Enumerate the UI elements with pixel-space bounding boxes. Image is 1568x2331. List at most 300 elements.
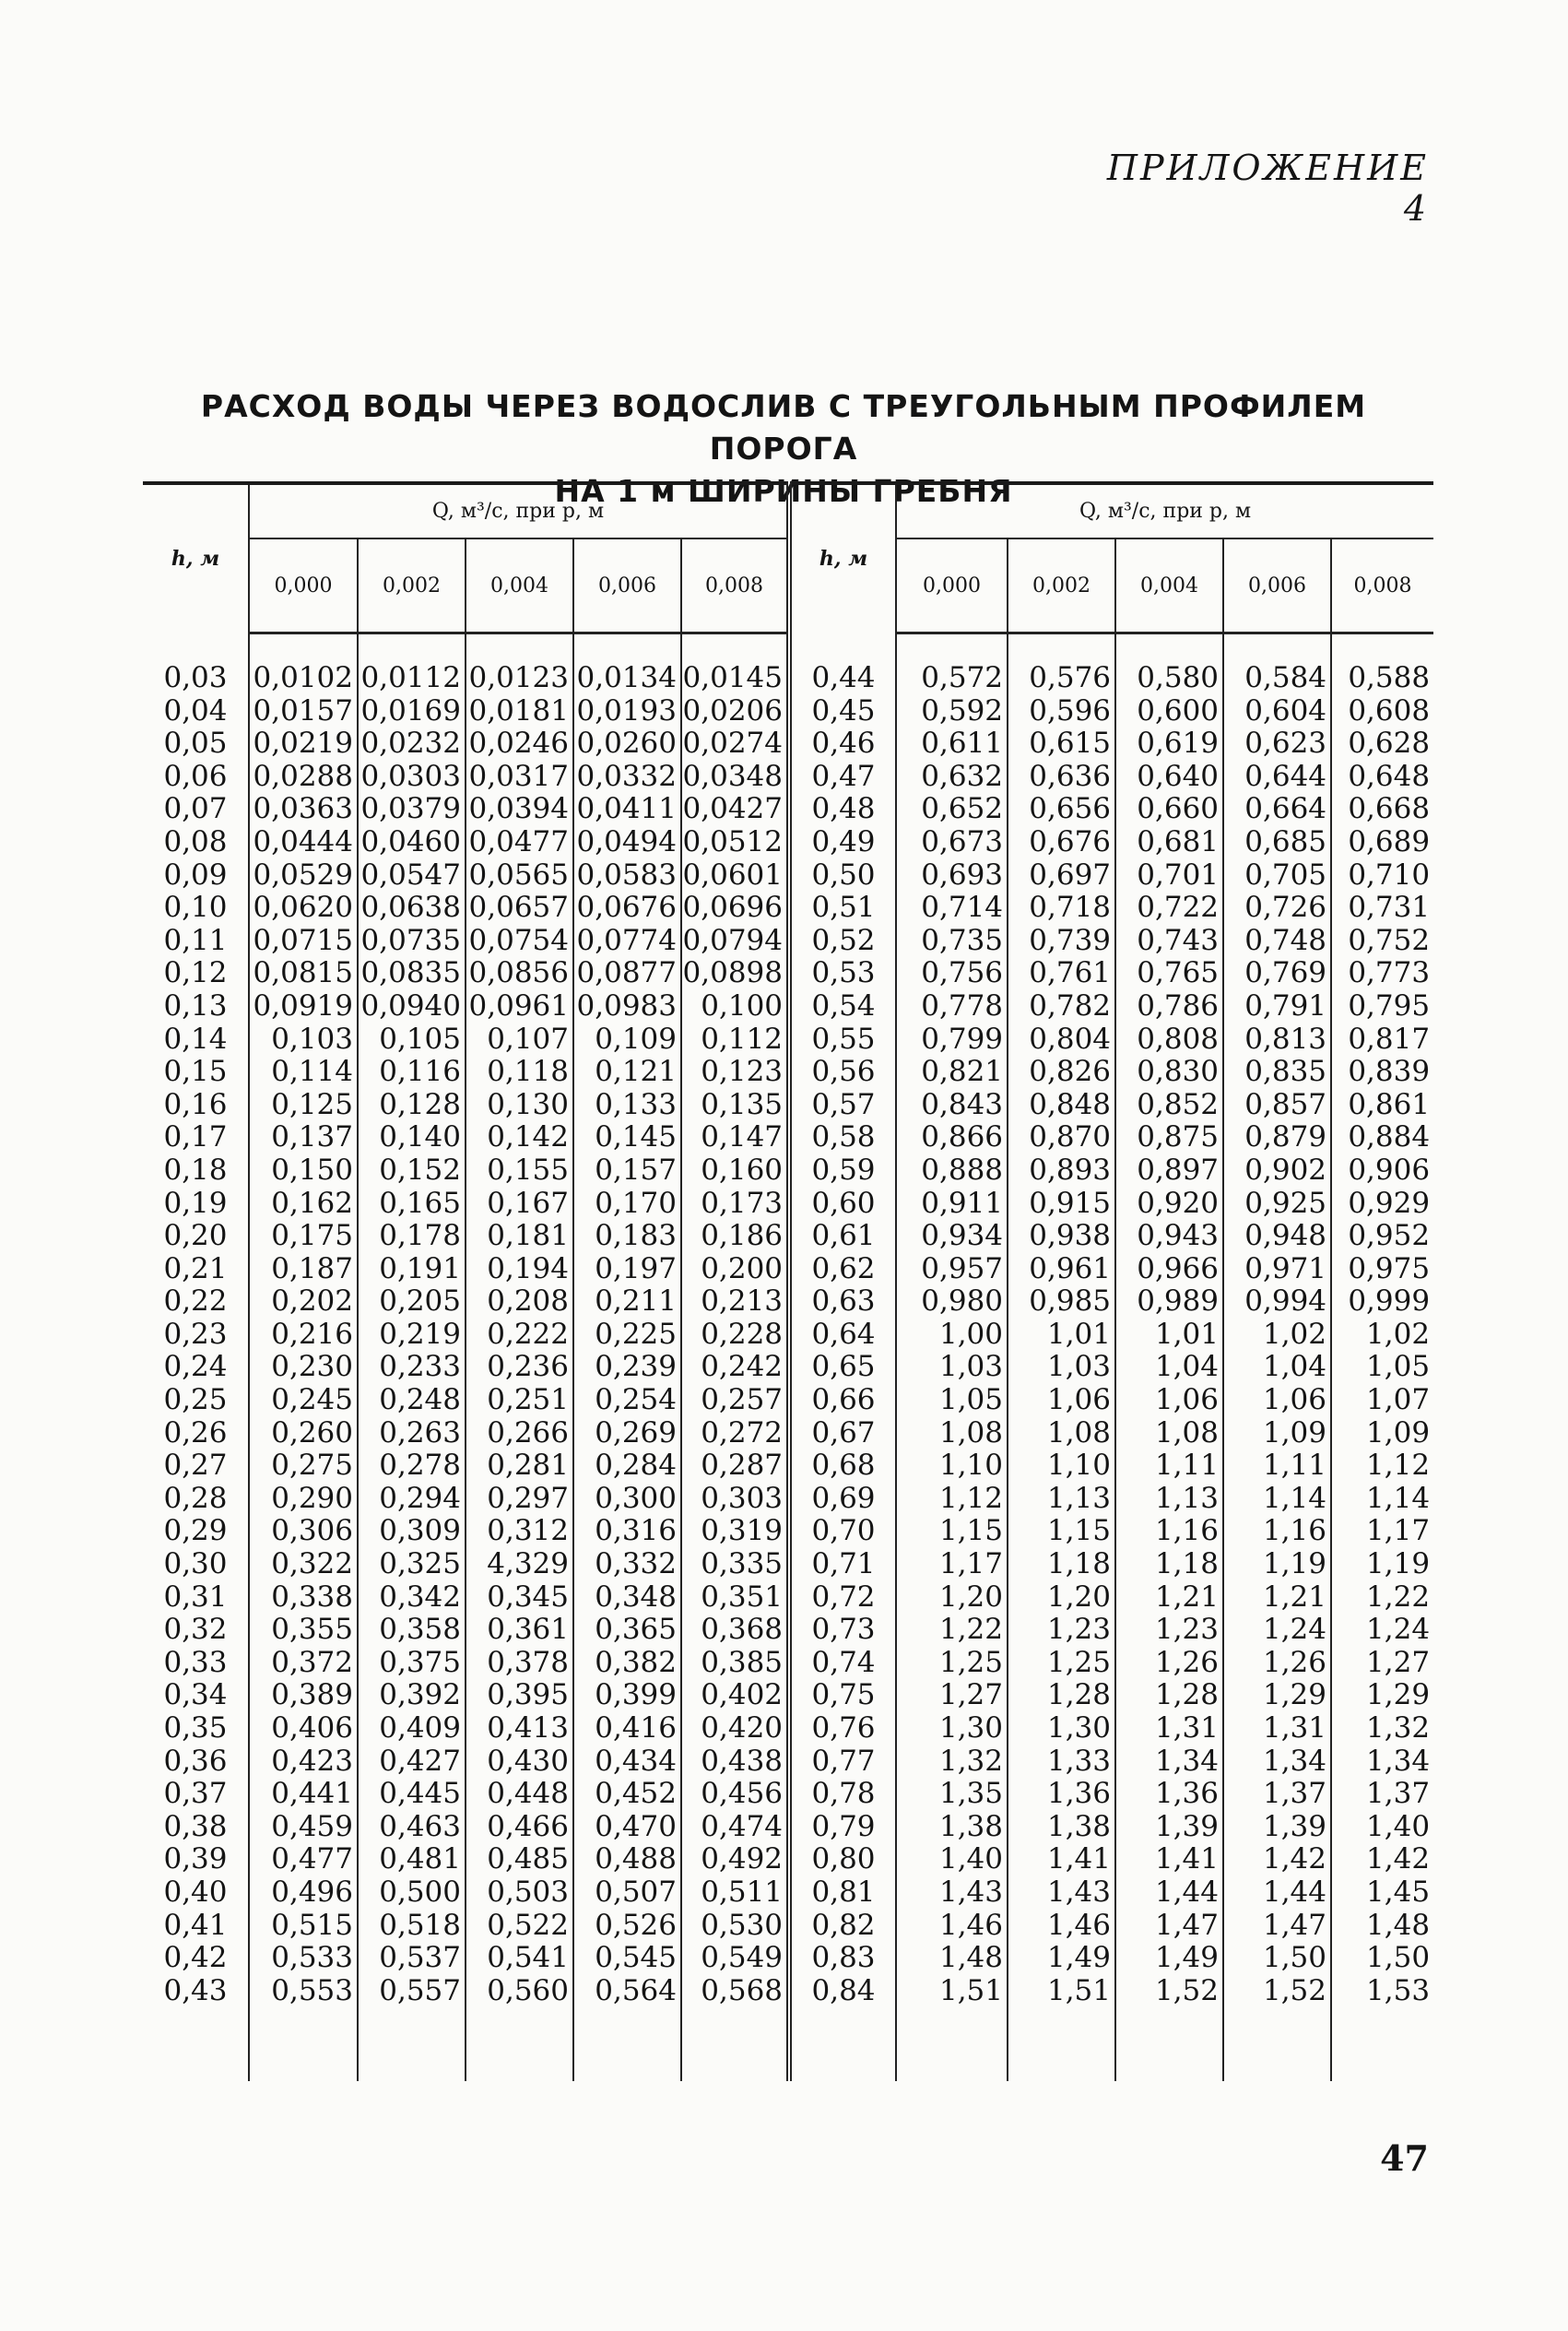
q-value-cell: 1,34 (1331, 1745, 1433, 1779)
q-value-cell: 0,608 (1331, 695, 1433, 728)
table-row (143, 1417, 1433, 1450)
q-value-cell: 0,518 (358, 1910, 466, 1943)
q-value-cell: 0,269 (573, 1417, 681, 1450)
q-value-cell: 0,0145 (681, 662, 789, 695)
q-value-cell: 0,545 (573, 1942, 681, 1975)
q-value-cell: 0,0411 (573, 793, 681, 826)
h-value-cell: 0,43 (163, 1973, 228, 2007)
p-header: 0,000 (896, 538, 1008, 633)
empty-cell (681, 2007, 789, 2081)
h-value-cell: 0,59 (789, 1154, 896, 1188)
q-value-cell: 0,430 (466, 1745, 573, 1779)
q-value-cell: 0,615 (1008, 728, 1115, 761)
q-value-cell: 0,568 (681, 1975, 789, 2008)
q-value-cell: 1,21 (1115, 1581, 1223, 1615)
q-value-cell: 1,26 (1223, 1647, 1331, 1680)
q-value-cell: 0,685 (1223, 826, 1331, 859)
q-value-cell: 0,985 (1008, 1285, 1115, 1319)
q-value-cell: 1,34 (1115, 1745, 1223, 1779)
empty-cell (1008, 2007, 1115, 2081)
q-value-cell: 0,660 (1115, 793, 1223, 826)
q-value-cell: 0,0774 (573, 925, 681, 958)
h-value-cell: 0,45 (789, 695, 896, 728)
table-row (143, 1942, 1433, 1975)
q-value-cell: 0,306 (249, 1515, 358, 1548)
q-value-cell: 0,813 (1223, 1024, 1331, 1057)
q-value-cell: 0,952 (1331, 1220, 1433, 1253)
q-value-cell: 0,861 (1331, 1089, 1433, 1122)
h-value-cell: 0,71 (789, 1548, 896, 1581)
q-value-cell: 1,40 (1331, 1811, 1433, 1844)
table-row (143, 1384, 1433, 1417)
p-header: 0,004 (466, 538, 573, 633)
h-value-cell: 0,35 (163, 1711, 228, 1745)
q-value-cell: 1,44 (1223, 1876, 1331, 1910)
q-value-cell: 0,0460 (358, 826, 466, 859)
table-row (143, 859, 1433, 893)
q-value-cell: 1,49 (1115, 1942, 1223, 1975)
q-value-cell: 1,19 (1331, 1548, 1433, 1581)
q-value-cell: 0,290 (249, 1483, 358, 1516)
q-value-cell: 1,38 (896, 1811, 1008, 1844)
q-value-cell: 0,225 (573, 1319, 681, 1352)
q-value-cell: 1,47 (1115, 1910, 1223, 1943)
q-value-cell: 0,287 (681, 1449, 789, 1483)
q-value-cell: 0,278 (358, 1449, 466, 1483)
q-value-cell: 0,281 (466, 1449, 573, 1483)
q-value-cell: 1,25 (896, 1647, 1008, 1680)
q-value-cell: 1,38 (1008, 1811, 1115, 1844)
q-value-cell: 1,09 (1223, 1417, 1331, 1450)
q-value-cell: 0,332 (573, 1548, 681, 1581)
q-value-cell: 0,718 (1008, 892, 1115, 925)
q-value-cell: 0,0961 (466, 990, 573, 1024)
q-value-cell: 0,194 (466, 1253, 573, 1286)
q-value-cell: 0,345 (466, 1581, 573, 1615)
empty-cell (249, 633, 358, 663)
q-value-cell: 0,808 (1115, 1024, 1223, 1057)
h-value-cell: 0,22 (163, 1284, 228, 1319)
q-value-cell: 0,434 (573, 1745, 681, 1779)
q-value-cell: 0,0657 (466, 892, 573, 925)
q-value-cell: 1,01 (1115, 1319, 1223, 1352)
h-value-cell: 0,47 (789, 761, 896, 794)
q-value-cell: 0,300 (573, 1483, 681, 1516)
q-value-cell: 0,236 (466, 1351, 573, 1384)
q-value-cell: 0,0735 (358, 925, 466, 958)
q-value-cell: 0,427 (358, 1745, 466, 1779)
q-value-cell: 1,37 (1223, 1778, 1331, 1811)
h-value-cell: 0,57 (789, 1089, 896, 1122)
q-value-cell: 0,0676 (573, 892, 681, 925)
q-value-cell: 0,441 (249, 1778, 358, 1811)
q-value-cell: 0,423 (249, 1745, 358, 1779)
q-value-cell: 0,114 (249, 1056, 358, 1089)
h-value-cell: 0,68 (789, 1449, 896, 1483)
q-value-cell: 0,541 (466, 1942, 573, 1975)
q-value-cell: 0,368 (681, 1614, 789, 1647)
q-value-cell: 0,160 (681, 1154, 789, 1188)
q-value-cell: 0,619 (1115, 728, 1223, 761)
q-value-cell: 0,0754 (466, 925, 573, 958)
empty-cell (466, 2007, 573, 2081)
h-value-cell: 0,56 (789, 1056, 896, 1089)
q-value-cell: 1,37 (1331, 1778, 1433, 1811)
empty-cell (358, 2007, 466, 2081)
discharge-table (143, 481, 1433, 2081)
discharge-table-container (143, 481, 1433, 2081)
h-value-cell: 0,28 (163, 1481, 228, 1515)
q-value-cell: 0,382 (573, 1647, 681, 1680)
q-value-cell: 1,52 (1223, 1975, 1331, 2008)
empty-cell (143, 633, 249, 663)
table-row (143, 925, 1433, 958)
q-value-cell: 0,925 (1223, 1188, 1331, 1221)
q-value-cell: 0,870 (1008, 1121, 1115, 1154)
h-value-cell: 0,64 (789, 1319, 896, 1352)
empty-cell (789, 2007, 896, 2081)
q-value-cell: 0,230 (249, 1351, 358, 1384)
title-line-1: РАСХОД ВОДЫ ЧЕРЕЗ ВОДОСЛИВ С ТРЕУГОЛЬНЫМ ПРОФИЛЕМ ПОРОГА (200, 388, 1367, 467)
q-value-cell: 1,16 (1115, 1515, 1223, 1548)
q-value-cell: 1,07 (1331, 1384, 1433, 1417)
table-row (143, 892, 1433, 925)
q-value-cell: 1,12 (1331, 1449, 1433, 1483)
q-value-cell: 0,676 (1008, 826, 1115, 859)
q-value-cell: 0,167 (466, 1188, 573, 1221)
q-value-cell: 0,191 (358, 1253, 466, 1286)
q-value-cell: 0,351 (681, 1581, 789, 1615)
q-value-cell: 0,245 (249, 1384, 358, 1417)
empty-cell (681, 633, 789, 663)
q-value-cell: 1,14 (1331, 1483, 1433, 1516)
q-value-cell: 0,0317 (466, 761, 573, 794)
p-header: 0,002 (1008, 538, 1115, 633)
q-value-cell: 0,821 (896, 1056, 1008, 1089)
q-value-cell: 0,989 (1115, 1285, 1223, 1319)
q-value-cell: 0,592 (896, 695, 1008, 728)
q-value-cell: 0,389 (249, 1679, 358, 1712)
table-row (143, 1483, 1433, 1516)
q-value-cell: 0,142 (466, 1121, 573, 1154)
q-value-cell: 0,202 (249, 1285, 358, 1319)
table-row (143, 1154, 1433, 1188)
q-value-cell: 0,0394 (466, 793, 573, 826)
q-value-cell: 0,668 (1331, 793, 1433, 826)
q-value-cell: 0,470 (573, 1811, 681, 1844)
h-value-cell: 0,23 (163, 1317, 228, 1351)
q-value-cell: 0,526 (573, 1910, 681, 1943)
q-value-cell: 0,248 (358, 1384, 466, 1417)
q-value-cell: 0,756 (896, 957, 1008, 990)
q-value-cell: 0,0288 (249, 761, 358, 794)
q-value-cell: 1,22 (896, 1614, 1008, 1647)
q-value-cell: 1,13 (1115, 1483, 1223, 1516)
q-value-cell: 0,782 (1008, 990, 1115, 1024)
table-row (143, 793, 1433, 826)
q-value-cell: 1,16 (1223, 1515, 1331, 1548)
h-value-cell: 0,83 (789, 1942, 896, 1975)
q-value-cell: 1,00 (896, 1319, 1008, 1352)
q-value-cell: 0,361 (466, 1614, 573, 1647)
h-value-cell: 0,04 (163, 693, 228, 728)
q-value-cell: 0,186 (681, 1220, 789, 1253)
q-value-cell: 0,994 (1223, 1285, 1331, 1319)
q-value-cell: 0,735 (896, 925, 1008, 958)
q-value-cell: 0,260 (249, 1417, 358, 1450)
q-value-cell: 1,15 (1008, 1515, 1115, 1548)
q-value-cell: 0,294 (358, 1483, 466, 1516)
q-value-cell: 0,165 (358, 1188, 466, 1221)
q-value-cell: 0,0856 (466, 957, 573, 990)
q-value-cell: 0,0815 (249, 957, 358, 990)
p-header: 0,004 (1115, 538, 1223, 633)
q-value-cell: 0,100 (681, 990, 789, 1024)
q-value-cell: 0,413 (466, 1712, 573, 1745)
q-value-cell: 1,49 (1008, 1942, 1115, 1975)
table-row (143, 957, 1433, 990)
q-value-cell: 1,30 (896, 1712, 1008, 1745)
q-value-cell: 0,116 (358, 1056, 466, 1089)
q-value-cell: 0,197 (573, 1253, 681, 1286)
table-row (143, 1188, 1433, 1221)
q-value-cell: 0,338 (249, 1581, 358, 1615)
h-value-cell: 0,49 (789, 826, 896, 859)
q-value-cell: 0,826 (1008, 1056, 1115, 1089)
h-value-cell: 0,37 (163, 1777, 228, 1811)
empty-cell (1115, 633, 1223, 663)
q-value-cell: 0,600 (1115, 695, 1223, 728)
q-value-cell: 0,335 (681, 1548, 789, 1581)
q-value-cell: 0,911 (896, 1188, 1008, 1221)
q-value-cell: 0,999 (1331, 1285, 1433, 1319)
header-row-p-values (143, 538, 1433, 633)
q-value-cell: 0,804 (1008, 1024, 1115, 1057)
q-value-cell: 0,128 (358, 1089, 466, 1122)
q-value-cell: 1,28 (1008, 1679, 1115, 1712)
q-value-cell: 0,348 (573, 1581, 681, 1615)
q-value-cell: 0,656 (1008, 793, 1115, 826)
q-value-cell: 1,21 (1223, 1581, 1331, 1615)
q-value-cell: 1,10 (896, 1449, 1008, 1483)
q-value-cell: 0,943 (1115, 1220, 1223, 1253)
q-value-cell: 0,242 (681, 1351, 789, 1384)
table-row (143, 1089, 1433, 1122)
q-value-cell: 0,693 (896, 859, 1008, 893)
h-value-cell: 0,52 (789, 925, 896, 958)
table-row (143, 1253, 1433, 1286)
q-value-cell: 0,228 (681, 1319, 789, 1352)
table-row (143, 761, 1433, 794)
table-row (143, 1876, 1433, 1910)
q-value-cell: 1,36 (1008, 1778, 1115, 1811)
q-value-cell: 0,239 (573, 1351, 681, 1384)
h-value-cell: 0,74 (789, 1647, 896, 1680)
q-value-cell: 1,46 (1008, 1910, 1115, 1943)
q-value-cell: 0,157 (573, 1154, 681, 1188)
q-value-cell: 0,402 (681, 1679, 789, 1712)
table-row (143, 1285, 1433, 1319)
q-value-cell: 0,466 (466, 1811, 573, 1844)
q-value-cell: 0,652 (896, 793, 1008, 826)
q-value-cell: 0,549 (681, 1942, 789, 1975)
h-value-cell: 0,67 (789, 1417, 896, 1450)
h-value-cell: 0,30 (163, 1547, 228, 1581)
q-value-cell: 0,769 (1223, 957, 1331, 990)
empty-cell (1223, 2007, 1331, 2081)
q-value-cell: 0,0274 (681, 728, 789, 761)
empty-cell (789, 633, 896, 663)
q-value-cell: 0,219 (358, 1319, 466, 1352)
q-value-cell: 1,35 (896, 1778, 1008, 1811)
q-value-cell: 0,365 (573, 1614, 681, 1647)
q-value-cell: 0,560 (466, 1975, 573, 2008)
h-value-cell: 0,51 (789, 892, 896, 925)
q-value-cell: 0,0332 (573, 761, 681, 794)
q-value-cell: 0,0547 (358, 859, 466, 893)
q-value-cell: 0,492 (681, 1843, 789, 1876)
q-value-cell: 1,50 (1223, 1942, 1331, 1975)
q-value-cell: 0,181 (466, 1220, 573, 1253)
table-row (143, 1745, 1433, 1779)
q-value-cell: 0,628 (1331, 728, 1433, 761)
q-value-cell: 0,0206 (681, 695, 789, 728)
q-value-cell: 0,0363 (249, 793, 358, 826)
q-value-cell: 0,897 (1115, 1154, 1223, 1188)
q-value-cell: 1,23 (1115, 1614, 1223, 1647)
empty-cell (1008, 633, 1115, 663)
q-value-cell: 0,137 (249, 1121, 358, 1154)
q-value-cell: 0,975 (1331, 1253, 1433, 1286)
q-value-cell: 0,125 (249, 1089, 358, 1122)
q-value-cell: 0,0601 (681, 859, 789, 893)
table-row (143, 1778, 1433, 1811)
q-group-header-left: Q, м³/с, при p, м (249, 483, 789, 538)
q-value-cell: 0,496 (249, 1876, 358, 1910)
h-value-cell: 0,42 (163, 1941, 228, 1975)
q-value-cell: 1,04 (1115, 1351, 1223, 1384)
q-value-cell: 0,309 (358, 1515, 466, 1548)
h-value-cell: 0,10 (163, 891, 228, 925)
q-value-cell: 0,200 (681, 1253, 789, 1286)
q-value-cell: 0,710 (1331, 859, 1433, 893)
q-value-cell: 0,263 (358, 1417, 466, 1450)
q-value-cell: 0,438 (681, 1745, 789, 1779)
q-value-cell: 0,503 (466, 1876, 573, 1910)
h-value-cell: 0,46 (789, 728, 896, 761)
q-value-cell: 0,266 (466, 1417, 573, 1450)
q-value-cell: 1,32 (896, 1745, 1008, 1779)
q-value-cell: 0,799 (896, 1024, 1008, 1057)
q-value-cell: 0,884 (1331, 1121, 1433, 1154)
table-row (143, 1319, 1433, 1352)
h-value-cell: 0,53 (789, 957, 896, 990)
q-value-cell: 0,0696 (681, 892, 789, 925)
q-value-cell: 0,130 (466, 1089, 573, 1122)
q-value-cell: 0,272 (681, 1417, 789, 1450)
h-value-cell: 0,34 (163, 1678, 228, 1712)
table-row (143, 1910, 1433, 1943)
q-value-cell: 1,42 (1223, 1843, 1331, 1876)
h-value-cell: 0,50 (789, 859, 896, 893)
q-value-cell: 1,23 (1008, 1614, 1115, 1647)
q-value-cell: 1,20 (1008, 1581, 1115, 1615)
h-value-cell: 0,08 (163, 824, 228, 858)
q-value-cell: 1,17 (896, 1548, 1008, 1581)
q-value-cell: 1,06 (1115, 1384, 1223, 1417)
q-value-cell: 1,05 (896, 1384, 1008, 1417)
q-value-cell: 0,312 (466, 1515, 573, 1548)
h-value-cell: 0,31 (163, 1580, 228, 1614)
q-value-cell: 0,971 (1223, 1253, 1331, 1286)
h-value-cell: 0,44 (789, 662, 896, 695)
q-value-cell: 0,902 (1223, 1154, 1331, 1188)
h-value-cell: 0,70 (789, 1515, 896, 1548)
q-value-cell: 1,28 (1115, 1679, 1223, 1712)
q-value-cell: 1,25 (1008, 1647, 1115, 1680)
h-value-cell: 0,79 (789, 1811, 896, 1844)
q-value-cell: 0,564 (573, 1975, 681, 2008)
q-value-cell: 1,08 (1115, 1417, 1223, 1450)
empty-cell (249, 2007, 358, 2081)
h-value-cell: 0,55 (789, 1024, 896, 1057)
q-value-cell: 1,17 (1331, 1515, 1433, 1548)
h-value-cell: 0,65 (789, 1351, 896, 1384)
p-header: 0,008 (681, 538, 789, 633)
h-value-cell: 0,72 (789, 1581, 896, 1615)
q-value-cell: 0,140 (358, 1121, 466, 1154)
q-value-cell: 0,378 (466, 1647, 573, 1680)
q-group-header-right: Q, м³/с, при p, м (896, 483, 1433, 538)
q-value-cell: 0,515 (249, 1910, 358, 1943)
q-value-cell: 0,765 (1115, 957, 1223, 990)
q-value-cell: 0,0427 (681, 793, 789, 826)
q-value-cell: 0,121 (573, 1056, 681, 1089)
q-value-cell: 0,689 (1331, 826, 1433, 859)
h-value-cell: 0,33 (163, 1645, 228, 1679)
q-value-cell: 0,485 (466, 1843, 573, 1876)
q-value-cell: 0,183 (573, 1220, 681, 1253)
q-value-cell: 0,211 (573, 1285, 681, 1319)
h-value-cell: 0,16 (163, 1087, 228, 1121)
q-value-cell: 1,04 (1223, 1351, 1331, 1384)
q-value-cell: 0,934 (896, 1220, 1008, 1253)
q-value-cell: 1,46 (896, 1910, 1008, 1943)
q-value-cell: 0,580 (1115, 662, 1223, 695)
spacer-row (143, 633, 1433, 663)
p-header: 0,002 (358, 538, 466, 633)
q-value-cell: 0,118 (466, 1056, 573, 1089)
h-value-cell: 0,13 (163, 988, 228, 1023)
q-value-cell: 0,761 (1008, 957, 1115, 990)
h-value-cell: 0,66 (789, 1384, 896, 1417)
q-value-cell: 0,623 (1223, 728, 1331, 761)
empty-cell (466, 633, 573, 663)
q-value-cell: 0,399 (573, 1679, 681, 1712)
q-value-cell: 0,714 (896, 892, 1008, 925)
q-value-cell: 1,53 (1331, 1975, 1433, 2008)
q-value-cell: 1,12 (896, 1483, 1008, 1516)
table-row (143, 1351, 1433, 1384)
q-value-cell: 0,0583 (573, 859, 681, 893)
h-value-cell: 0,09 (163, 858, 228, 892)
q-value-cell: 0,147 (681, 1121, 789, 1154)
empty-cell (1331, 2007, 1433, 2081)
h-column-header-left: h, м (143, 483, 249, 633)
q-value-cell: 0,530 (681, 1910, 789, 1943)
q-value-cell: 0,358 (358, 1614, 466, 1647)
q-value-cell: 0,342 (358, 1581, 466, 1615)
